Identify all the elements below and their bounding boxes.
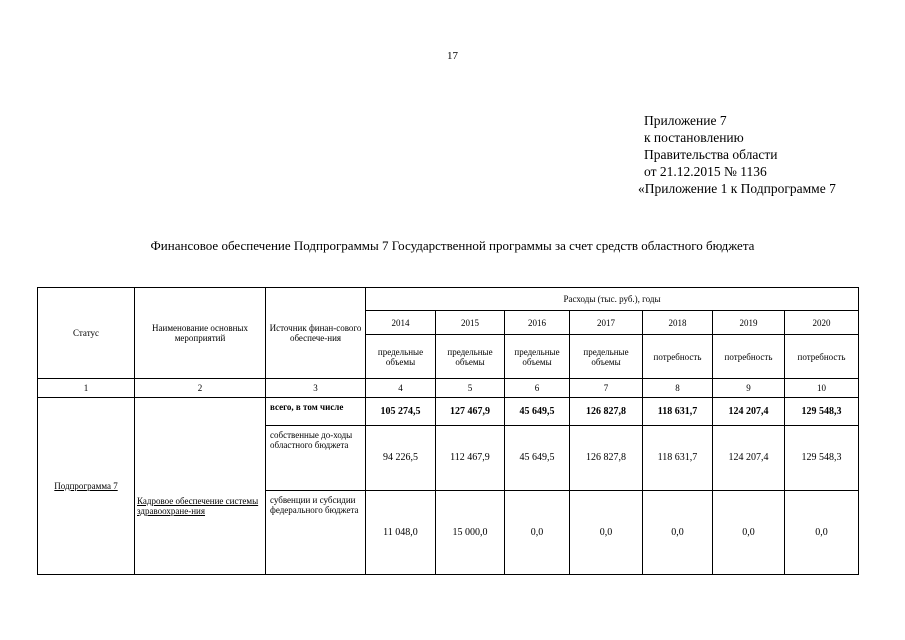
header-activity-name: Наименование основных мероприятий	[135, 288, 266, 379]
value-cell: 118 631,7	[643, 398, 713, 426]
column-number: 9	[713, 379, 785, 398]
header-year-type: предельные объемы	[436, 335, 505, 379]
header-expenses: Расходы (тыс. руб.), годы	[366, 288, 859, 311]
source-own-revenue: собственные до-ходы областного бюджета	[266, 426, 366, 491]
value-cell: 0,0	[713, 491, 785, 575]
value-cell: 124 207,4	[713, 398, 785, 426]
header-year-type: потребность	[643, 335, 713, 379]
value-cell: 126 827,8	[570, 426, 643, 491]
column-number: 4	[366, 379, 436, 398]
appendix-line-1: Приложение 7	[644, 113, 727, 128]
appendix-block	[638, 112, 836, 197]
column-number: 5	[436, 379, 505, 398]
value-cell: 15 000,0	[436, 491, 505, 575]
column-number: 8	[643, 379, 713, 398]
header-year: 2020	[785, 311, 859, 335]
value-cell: 94 226,5	[366, 426, 436, 491]
value-cell: 45 649,5	[505, 426, 570, 491]
column-number: 2	[135, 379, 266, 398]
value-cell: 126 827,8	[570, 398, 643, 426]
header-year: 2016	[505, 311, 570, 335]
column-number-row	[38, 379, 859, 398]
value-cell: 105 274,5	[366, 398, 436, 426]
value-cell: 118 631,7	[643, 426, 713, 491]
header-status: Статус	[38, 288, 135, 379]
column-number: 3	[266, 379, 366, 398]
document-title: Финансовое обеспечение Подпрограммы 7 Государственной программы за счет средств областного бюджета	[150, 238, 755, 253]
column-number: 7	[570, 379, 643, 398]
status-cell	[38, 398, 135, 575]
header-year-type: предельные объемы	[570, 335, 643, 379]
value-cell: 112 467,9	[436, 426, 505, 491]
header-year-type: предельные объемы	[505, 335, 570, 379]
header-funding-source: Источник финан-сового обеспече-ния	[266, 288, 366, 379]
header-year-type: потребность	[713, 335, 785, 379]
table-row	[38, 398, 859, 426]
status-label: Подпрограмма 7	[54, 481, 118, 491]
activity-label: Кадровое обеспечение системы здравоохране-ния	[137, 496, 259, 516]
header-year: 2017	[570, 311, 643, 335]
value-cell: 11 048,0	[366, 491, 436, 575]
header-year-type: предельные объемы	[366, 335, 436, 379]
value-cell: 124 207,4	[713, 426, 785, 491]
page-number: 17	[447, 50, 458, 62]
value-cell: 129 548,3	[785, 398, 859, 426]
source-total: всего, в том числе	[266, 398, 366, 426]
header-year-type: потребность	[785, 335, 859, 379]
activity-cell	[135, 398, 266, 575]
header-year: 2019	[713, 311, 785, 335]
header-year: 2015	[436, 311, 505, 335]
source-federal-subsidies: субвенции и субсидии федерального бюджета	[266, 491, 366, 575]
appendix-line-5: «Приложение 1 к Подпрограмме 7	[638, 181, 836, 196]
value-cell: 0,0	[570, 491, 643, 575]
column-number: 10	[785, 379, 859, 398]
value-cell: 45 649,5	[505, 398, 570, 426]
appendix-line-2: к постановлению	[644, 130, 744, 145]
appendix-line-3: Правительства области	[644, 147, 778, 162]
value-cell: 127 467,9	[436, 398, 505, 426]
value-cell: 0,0	[643, 491, 713, 575]
column-number: 6	[505, 379, 570, 398]
value-cell: 0,0	[505, 491, 570, 575]
value-cell: 129 548,3	[785, 426, 859, 491]
finance-table	[37, 287, 859, 575]
value-cell: 0,0	[785, 491, 859, 575]
column-number: 1	[38, 379, 135, 398]
header-year: 2018	[643, 311, 713, 335]
appendix-line-4: от 21.12.2015 № 1136	[644, 164, 767, 179]
header-year: 2014	[366, 311, 436, 335]
